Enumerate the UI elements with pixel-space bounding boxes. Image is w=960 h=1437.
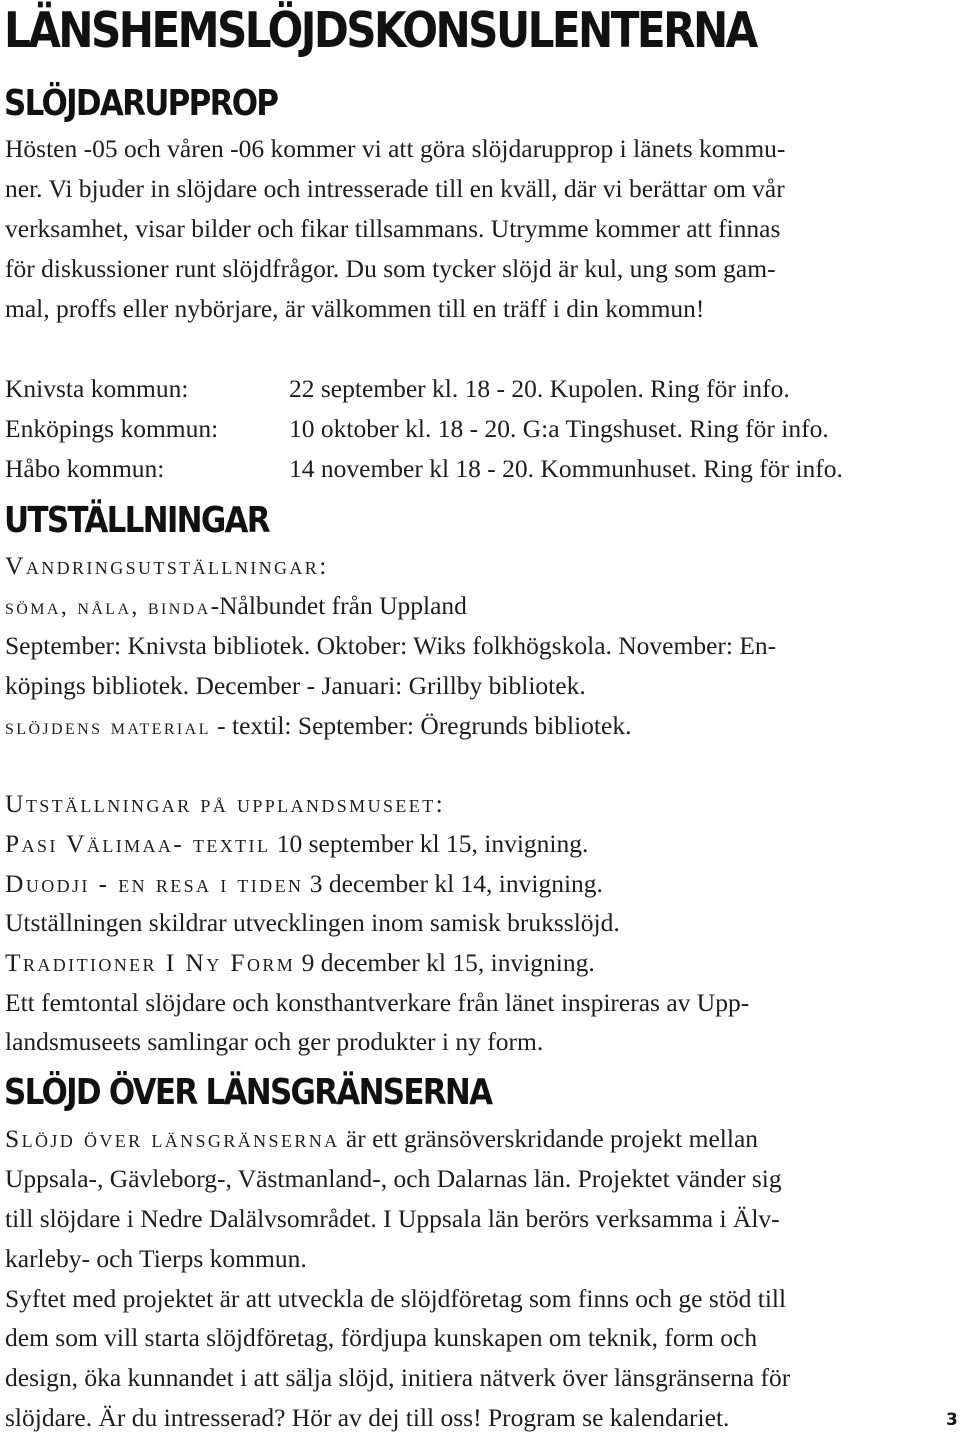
paragraph-line: mal, proffs eller nybörjare, är välkommen till en träff i din kommun! — [5, 294, 705, 323]
schedule-when: 22 september kl. 18 - 20. Kupolen. Ring för info. — [289, 374, 790, 403]
vandrings-heading — [5, 551, 329, 581]
page-number: 3 — [946, 1410, 958, 1430]
museum-heading-text: Utställningar på upplandsmuseet: — [5, 789, 446, 818]
lead-label: Slöjd över länsgränserna — [5, 1124, 340, 1153]
schedule-when: 10 oktober kl. 18 - 20. G:a Tingshuset. Ring för info. — [289, 414, 829, 443]
paragraph-line: verksamhet, visar bilder och fikar tillsammans. Utrymme kommer att finnas — [5, 214, 781, 243]
paragraph-line: Syftet med projektet är att utveckla de slöjdföretag som finns och ge stöd till — [5, 1284, 787, 1313]
trad-line — [5, 948, 595, 978]
museum-heading — [5, 789, 445, 819]
paragraph-line: Hösten -05 och våren -06 kommer vi att göra slöjdarupprop i länets kommu- — [5, 134, 786, 163]
material-text: - textil: September: Öregrunds bibliotek. — [210, 711, 632, 740]
soma-line — [5, 591, 467, 622]
paragraph-line: karleby- och Tierps kommun. — [5, 1244, 307, 1273]
duodji-line — [5, 869, 603, 899]
paragraph-line: Uppsala-, Gävleborg-, Västmanland-, och Dalarnas län. Projektet vänder sig — [5, 1164, 782, 1193]
pasi-line — [5, 829, 588, 859]
trad-text: 9 december kl 15, invigning. — [295, 948, 595, 977]
duodji-label: Duodji - en resa i tiden — [5, 869, 304, 898]
paragraph-line: ner. Vi bjuder in slöjdare och intresserade till en kväll, där vi berättar om vår — [5, 174, 785, 203]
paragraph-line: slöjdare. Är du intresserad? Hör av dej till oss! Program se kalendariet. — [5, 1403, 730, 1432]
heading-utstallningar: UTSTÄLLNINGAR — [4, 500, 269, 541]
schedule-when: 14 november kl 18 - 20. Kommunhuset. Ring för info. — [289, 454, 843, 483]
paragraph-line: Utställningen skildrar utvecklingen inom samisk bruksslöjd. — [5, 908, 620, 937]
paragraph-line: till slöjdare i Nedre Dalälvsområdet. I Uppsala län berörs verksamma i Älv- — [5, 1204, 780, 1233]
paragraph-line: design, öka kunnandet i att sälja slöjd, initiera nätverk över länsgränserna för — [5, 1363, 791, 1392]
lead-line — [5, 1124, 758, 1154]
schedule-place: Enköpings kommun: — [5, 414, 219, 443]
paragraph-line: köpings bibliotek. December - Januari: Grillby bibliotek. — [5, 671, 586, 700]
schedule-place: Knivsta kommun: — [5, 374, 189, 403]
soma-text: -Nålbundet från Uppland — [210, 591, 467, 620]
vandrings-heading-text: Vandringsutställningar: — [5, 551, 329, 580]
lead-text: är ett gränsöverskridande projekt mellan — [339, 1124, 759, 1153]
paragraph-line: landsmuseets samlingar och ger produkter i ny form. — [5, 1027, 544, 1056]
heading-slojd-over-lansgranserna: SLÖJD ÖVER LÄNSGRÄNSERNA — [4, 1072, 492, 1113]
paragraph-line: för diskussioner runt slöjdfrågor. Du som tycker slöjd är kul, ung som gam- — [5, 254, 776, 283]
schedule-place: Håbo kommun: — [5, 454, 165, 483]
soma-label: söma, nåla, binda — [5, 594, 211, 620]
paragraph-line: Ett femtontal slöjdare och konsthantverkare från länet inspireras av Upp- — [5, 988, 750, 1017]
page-title: LÄNSHEMSLÖJDSKONSULENTERNA — [4, 2, 756, 59]
pasi-text: 10 september kl 15, invigning. — [270, 829, 589, 858]
paragraph-line: September: Knivsta bibliotek. Oktober: Wiks folkhögskola. November: En- — [5, 631, 777, 660]
material-label: slöjdens material — [5, 714, 211, 740]
material-line — [5, 711, 631, 742]
trad-label: Traditioner I Ny Form — [5, 948, 296, 977]
heading-slojdarupprop: SLÖJDARUPPROP — [4, 83, 278, 124]
duodji-text: 3 december kl 14, invigning. — [303, 869, 603, 898]
pasi-label: Pasi Välimaa- textil — [5, 829, 271, 858]
paragraph-line: dem som vill starta slöjdföretag, fördjupa kunskapen om teknik, form och — [5, 1323, 758, 1352]
